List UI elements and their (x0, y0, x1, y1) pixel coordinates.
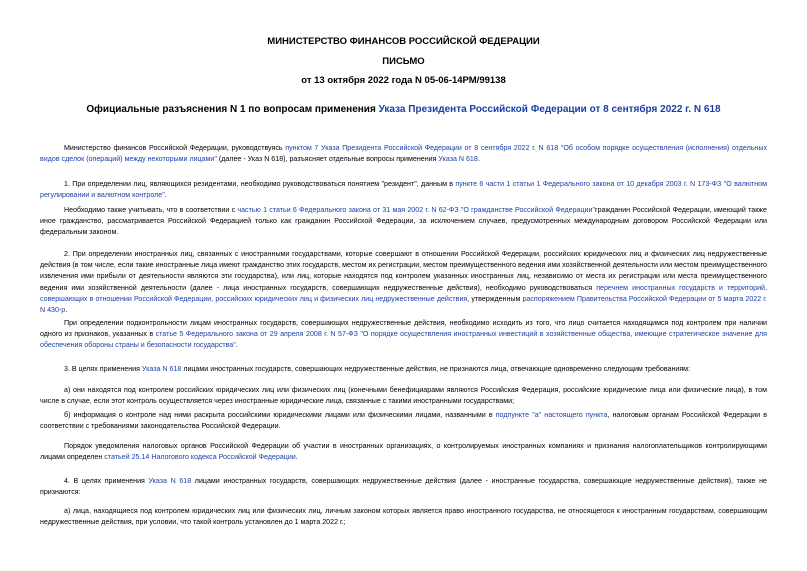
paragraph-3 (40, 364, 767, 375)
decree-618-link[interactable]: Указа N 618 (141, 365, 182, 373)
text-run: лицами иностранных государств, совершающих недружественные действия, не признаются лица, отвечающие одновременно следующим требованиям: (181, 365, 691, 373)
text-run: (далее - Указ N 618), разъясняет отдельные вопросы применения (216, 155, 439, 164)
text-run: . (164, 191, 167, 200)
decree-point-7-link[interactable]: пунктом 7 Указа Президента Российской Федерации от 8 сентября 2022 г. N 618 "Об особом порядке осуществления (исполнения) отдельных видов сделок (операций) между некоторыми лицами" (40, 144, 767, 164)
text-run: . (295, 453, 298, 462)
tax-code-article-link[interactable]: статьей 25.14 Налогового кодекса Российской Федерации (104, 453, 296, 462)
text-run: а) лица, находящиеся под контролем юридических лиц или физических лиц, личным законом которых является право иностранного государства, не относящегося к иностранным государствам, совершающим недружественные действия, при условии, что такой контроль установлен до 1 марта 2022 г.; (40, 507, 767, 527)
paragraph-control (40, 318, 767, 352)
text-run: Необходимо также учитывать, что в соответствии с (64, 206, 238, 214)
order-430-r-link[interactable]: распоряжением Правительства Российской Федерации от 5 марта 2022 г. N 430-р (40, 294, 767, 315)
law-62-fz-link[interactable]: частью 1 статьи 6 Федерального закона от 31 мая 2002 г. N 62-ФЗ "О гражданстве Российской Федерации" (237, 206, 595, 214)
text-run: б) информация о контроле над ними раскрыта российскими юридическими лицами или физическими лицами, названными в (64, 411, 496, 419)
text-run: гражданин Российской Федерации, имеющий также иное гражданство, рассматривается Российской Федерацией только как гражданин Российской Федерации, за исключением случаев, предусмотренных международным договором Российской Федерации или федеральным законом. (40, 206, 767, 237)
decree-618-link[interactable]: Указа N 618 (438, 155, 478, 164)
text-run: 1. При определении лиц, являющихся резидентами, необходимо руководствоваться понятием "резидент", данным в (64, 180, 456, 188)
text-run: Министерство финансов Российской Федерации, руководствуясь (64, 144, 286, 152)
text-run: 3. В целях применения (64, 365, 142, 373)
text-run: При определении подконтрольности лицам иностранных государств, совершающих недружественные действия, необходимо исходить из того, что лицо считается находящимся под контролем при наличии одного из признаков, указанных в (40, 319, 767, 339)
paragraph-2 (40, 249, 767, 316)
paragraph-4a (40, 506, 767, 528)
paragraph-3a (40, 385, 767, 407)
document-type: ПИСЬМО (382, 56, 425, 67)
document-title (0, 104, 807, 116)
text-run: . (65, 306, 68, 315)
law-173-fz-link[interactable]: пункте 6 части 1 статьи 1 Федерального закона от 10 декабря 2003 г. N 173-ФЗ "О валютном регулировании и валютном контроле" (40, 180, 767, 200)
document-date-number: от 13 октября 2022 года N 05-06-14РМ/99138 (301, 75, 506, 86)
text-run: , утвержденным (467, 294, 523, 303)
paragraph-4 (40, 476, 767, 498)
paragraph-notification (40, 441, 767, 463)
text-run: , налоговым органам Российской Федерации в соответствии с требованиями законодательства Российской Федерации. (40, 411, 767, 431)
text-run: а) они находятся под контролем российских юридических лиц или физических лиц (конечными бенефициарами являются Российская Федерация, российские юридические лица или физические лица), в том числе в случае, если этот контроль осуществляется через иностранные юридические лица, связанные с такими иностранными государствами; (40, 386, 767, 406)
text-run: . (477, 155, 480, 164)
decree-618-link[interactable]: Указа N 618 (148, 477, 192, 485)
text-run: 4. В целях применения (64, 477, 149, 485)
title-text: Официальные разъяснения N 1 по вопросам применения (86, 104, 379, 115)
text-run: Порядок уведомления налоговых органов Российской Федерации об участии в иностранных организациях, о контролируемых иностранных компаниях и признания налогоплательщиков контролирующими лицами определен (40, 442, 767, 462)
law-57-fz-link[interactable]: статье 5 Федерального закона от 29 апреля 2008 г. N 57-ФЗ "О порядке осуществления иностранных инвестиций в хозяйственные общества, имеющие стратегическое значение для обеспечения обороны страны и безопасности государства" (40, 330, 768, 350)
text-run: лицами иностранных государств, совершающих недружественные действия (далее - иностранные государства, совершающие недружественные действия), также не признаются: (40, 477, 767, 497)
ministry-heading: МИНИСТЕРСТВО ФИНАНСОВ РОССИЙСКОЙ ФЕДЕРАЦИИ (267, 36, 540, 47)
text-run: 2. При определении иностранных лиц, связанных с иностранными государствами, которые совершают в отношении Российской Федерации, российских юридических лиц и физических лиц недружественные действия (в том числе, если такие иностранные лица имеют гражданство этих государств, местом их регистрации, местом преимущественного ведения ими хозяйственной деятельности или местом преимущественного извлечения ими прибыли от деятельности являются эти государства), или лиц, которые находятся под контролем указанных иностранных лиц, независимо от места их регистрации или места преимущественного ведения ими хозяйственной деятельности (далее - лица иностранных государств, совершающих недружественные действия), необходимо руководствоваться (40, 250, 767, 292)
title-decree-link[interactable]: Указа Президента Российской Федерации от 8 сентября 2022 г. N 618 (378, 104, 721, 115)
paragraph-intro (40, 143, 767, 165)
unfriendly-states-list-link[interactable]: перечнем иностранных государств и территорий, совершающих в отношении Российской Федерации, российских юридических лиц и физических лиц недружественные действия (40, 283, 767, 303)
paragraph-1 (40, 179, 767, 201)
paragraph-citizenship (40, 205, 767, 239)
paragraph-3b (40, 410, 767, 432)
subpoint-a-link[interactable]: подпункте "а" настоящего пункта (495, 411, 608, 419)
text-run: . (235, 341, 238, 350)
